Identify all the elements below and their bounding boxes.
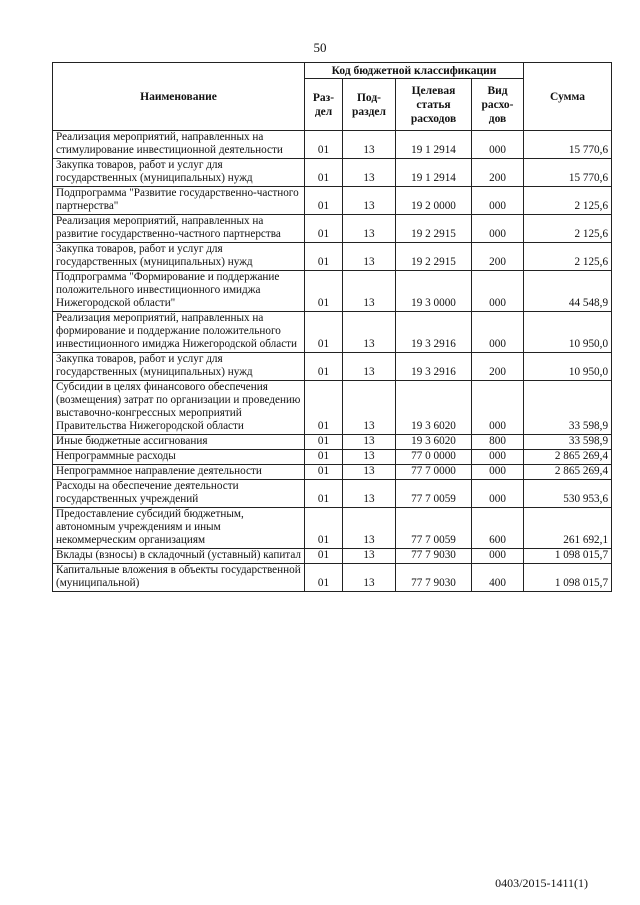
row-summa: 33 598,9 xyxy=(524,381,612,435)
row-vid: 000 xyxy=(472,215,524,243)
row-celevaya: 77 7 9030 xyxy=(396,564,472,592)
row-podrazdel: 13 xyxy=(343,271,396,312)
row-name: Расходы на обеспечение деятельности государственных учреждений xyxy=(53,480,305,508)
row-podrazdel: 13 xyxy=(343,353,396,381)
header-podrazdel: Под-раздел xyxy=(343,79,396,131)
row-vid: 200 xyxy=(472,353,524,381)
row-celevaya: 19 1 2914 xyxy=(396,131,472,159)
row-razdel: 01 xyxy=(305,480,343,508)
row-podrazdel: 13 xyxy=(343,435,396,450)
row-celevaya: 77 7 9030 xyxy=(396,549,472,564)
row-podrazdel: 13 xyxy=(343,549,396,564)
row-name: Предоставление субсидий бюджетным, автономным учреждениям и иным некоммерческим организациям xyxy=(53,508,305,549)
row-celevaya: 19 2 2915 xyxy=(396,215,472,243)
row-razdel: 01 xyxy=(305,564,343,592)
row-summa: 33 598,9 xyxy=(524,435,612,450)
row-podrazdel: 13 xyxy=(343,215,396,243)
row-name: Реализация мероприятий, направленных на формирование и поддержание положительного инвестиционного имиджа Нижегородской области xyxy=(53,312,305,353)
row-razdel: 01 xyxy=(305,243,343,271)
row-celevaya: 19 2 0000 xyxy=(396,187,472,215)
row-summa: 1 098 015,7 xyxy=(524,564,612,592)
row-summa: 2 125,6 xyxy=(524,243,612,271)
row-podrazdel: 13 xyxy=(343,450,396,465)
row-summa: 15 770,6 xyxy=(524,159,612,187)
row-summa: 10 950,0 xyxy=(524,312,612,353)
row-name: Капитальные вложения в объекты государственной (муниципальной) xyxy=(53,564,305,592)
row-vid: 200 xyxy=(472,159,524,187)
row-vid: 200 xyxy=(472,243,524,271)
row-razdel: 01 xyxy=(305,312,343,353)
row-razdel: 01 xyxy=(305,508,343,549)
row-celevaya: 77 7 0000 xyxy=(396,465,472,480)
row-name: Реализация мероприятий, направленных на развитие государственно-частного партнерства xyxy=(53,215,305,243)
table-row xyxy=(53,131,612,159)
row-name: Иные бюджетные ассигнования xyxy=(53,435,305,450)
row-podrazdel: 13 xyxy=(343,312,396,353)
row-celevaya: 19 3 0000 xyxy=(396,271,472,312)
table-row xyxy=(53,243,612,271)
table-row xyxy=(53,312,612,353)
row-summa: 1 098 015,7 xyxy=(524,549,612,564)
row-podrazdel: 13 xyxy=(343,508,396,549)
row-name: Закупка товаров, работ и услуг для государственных (муниципальных) нужд xyxy=(53,159,305,187)
budget-table xyxy=(52,62,612,592)
header-vid: Вид расхо-дов xyxy=(472,79,524,131)
row-name: Непрограммные расходы xyxy=(53,450,305,465)
row-name: Реализация мероприятий, направленных на стимулирование инвестиционной деятельности xyxy=(53,131,305,159)
row-razdel: 01 xyxy=(305,465,343,480)
header-celevaya: Целевая статья расходов xyxy=(396,79,472,131)
header-code-group: Код бюджетной классификации xyxy=(305,63,524,79)
table-row xyxy=(53,480,612,508)
table-row xyxy=(53,159,612,187)
row-name: Закупка товаров, работ и услуг для государственных (муниципальных) нужд xyxy=(53,353,305,381)
row-summa: 261 692,1 xyxy=(524,508,612,549)
row-name: Подпрограмма "Развитие государственно-частного партнерства" xyxy=(53,187,305,215)
row-name: Непрограммное направление деятельности xyxy=(53,465,305,480)
table-row xyxy=(53,450,612,465)
header-name: Наименование xyxy=(53,63,305,131)
row-razdel: 01 xyxy=(305,381,343,435)
table-row xyxy=(53,508,612,549)
header-razdel: Раз-дел xyxy=(305,79,343,131)
table-row xyxy=(53,353,612,381)
table-row xyxy=(53,549,612,564)
row-razdel: 01 xyxy=(305,131,343,159)
row-razdel: 01 xyxy=(305,159,343,187)
row-summa: 2 125,6 xyxy=(524,215,612,243)
row-summa: 2 125,6 xyxy=(524,187,612,215)
table-row xyxy=(53,465,612,480)
row-vid: 000 xyxy=(472,312,524,353)
row-celevaya: 19 1 2914 xyxy=(396,159,472,187)
header-summa: Сумма xyxy=(524,63,612,131)
page-number: 50 xyxy=(313,40,327,55)
row-podrazdel: 13 xyxy=(343,381,396,435)
row-name: Вклады (взносы) в складочный (уставный) капитал xyxy=(53,549,305,564)
row-podrazdel: 13 xyxy=(343,465,396,480)
row-podrazdel: 13 xyxy=(343,564,396,592)
row-podrazdel: 13 xyxy=(343,187,396,215)
row-vid: 000 xyxy=(472,381,524,435)
table-row xyxy=(53,271,612,312)
row-vid: 000 xyxy=(472,187,524,215)
row-razdel: 01 xyxy=(305,271,343,312)
row-celevaya: 19 3 6020 xyxy=(396,435,472,450)
row-celevaya: 19 2 2915 xyxy=(396,243,472,271)
row-celevaya: 19 3 2916 xyxy=(396,312,472,353)
document-code: 0403/2015-1411(1) xyxy=(495,876,588,890)
table-row xyxy=(53,381,612,435)
row-vid: 000 xyxy=(472,549,524,564)
row-razdel: 01 xyxy=(305,450,343,465)
row-razdel: 01 xyxy=(305,435,343,450)
row-vid: 400 xyxy=(472,564,524,592)
row-name: Подпрограмма "Формирование и поддержание положительного инвестиционного имиджа Нижегородской области" xyxy=(53,271,305,312)
row-vid: 600 xyxy=(472,508,524,549)
row-celevaya: 19 3 6020 xyxy=(396,381,472,435)
row-celevaya: 19 3 2916 xyxy=(396,353,472,381)
row-summa: 530 953,6 xyxy=(524,480,612,508)
row-podrazdel: 13 xyxy=(343,480,396,508)
table-row xyxy=(53,215,612,243)
row-summa: 2 865 269,4 xyxy=(524,450,612,465)
row-podrazdel: 13 xyxy=(343,159,396,187)
row-vid: 000 xyxy=(472,131,524,159)
row-summa: 15 770,6 xyxy=(524,131,612,159)
row-razdel: 01 xyxy=(305,353,343,381)
row-razdel: 01 xyxy=(305,187,343,215)
row-celevaya: 77 7 0059 xyxy=(396,508,472,549)
row-razdel: 01 xyxy=(305,549,343,564)
row-summa: 44 548,9 xyxy=(524,271,612,312)
table-row xyxy=(53,187,612,215)
row-summa: 2 865 269,4 xyxy=(524,465,612,480)
row-vid: 000 xyxy=(472,450,524,465)
row-celevaya: 77 0 0000 xyxy=(396,450,472,465)
table-row xyxy=(53,435,612,450)
row-celevaya: 77 7 0059 xyxy=(396,480,472,508)
row-vid: 000 xyxy=(472,465,524,480)
row-vid: 000 xyxy=(472,271,524,312)
row-podrazdel: 13 xyxy=(343,131,396,159)
row-vid: 800 xyxy=(472,435,524,450)
row-vid: 000 xyxy=(472,480,524,508)
row-name: Субсидии в целях финансового обеспечения (возмещения) затрат по организации и проведению выставочно-конгрессных мероприятий Правительства Нижегородской области xyxy=(53,381,305,435)
table-row xyxy=(53,564,612,592)
row-razdel: 01 xyxy=(305,215,343,243)
row-summa: 10 950,0 xyxy=(524,353,612,381)
row-podrazdel: 13 xyxy=(343,243,396,271)
row-name: Закупка товаров, работ и услуг для государственных (муниципальных) нужд xyxy=(53,243,305,271)
